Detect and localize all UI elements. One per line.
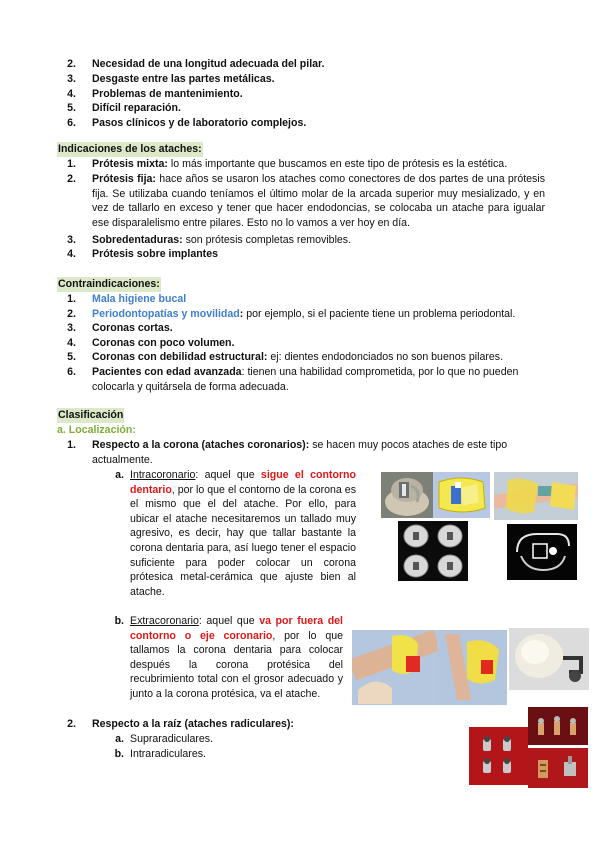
- contraindicacion-highlight: Periodontopatías y movilidad: [92, 308, 240, 320]
- extracoronary-photo: [509, 628, 589, 690]
- list-number: 2.: [67, 308, 76, 320]
- list-letter: a.: [115, 469, 124, 481]
- extracoronario-text-2: , por lo que tallamos la corona dentaria para colocar después la corona protésica del recubrimiento total con el grosor adecuado y junto a la corona protésica, va el atache.: [130, 629, 343, 700]
- radicular-photo-2: [528, 707, 588, 745]
- contraindicacion-title: :: [239, 308, 244, 320]
- intracoronary-xray: [507, 524, 577, 580]
- list-number: 5.: [67, 102, 76, 114]
- coronarios-title: Respecto a la corona (ataches coronarios):: [92, 439, 310, 451]
- contraindicacion-highlight: Mala higiene bucal: [92, 293, 187, 305]
- intracoronario-text-1: : aquel que: [195, 469, 261, 481]
- indicacion-text: son prótesis completas removibles.: [182, 234, 352, 246]
- intracoronary-sections: [398, 521, 468, 581]
- list-number: 1.: [67, 293, 76, 305]
- contraindicacion-title: Coronas con poco volumen.: [92, 337, 235, 349]
- list-number: 4.: [67, 337, 76, 349]
- list-number: 3.: [67, 73, 76, 85]
- list-item-text: Necesidad de una longitud adecuada del pilar.: [92, 58, 325, 70]
- intracoronario-label: Intracoronario: [130, 469, 196, 481]
- contraindicacion-item: [92, 321, 545, 336]
- list-number: 4.: [67, 88, 76, 100]
- indicacion-item: [92, 157, 545, 172]
- list-number: 1.: [67, 439, 76, 451]
- indicacion-item: [92, 247, 545, 262]
- list-number: 3.: [67, 322, 76, 334]
- contraindicacion-title: Coronas con debilidad estructural:: [92, 351, 268, 363]
- contraindicacion-title: Pacientes con edad avanzada: [92, 366, 242, 378]
- list-number: 2.: [67, 58, 76, 70]
- list-number: 2.: [67, 718, 76, 730]
- list-item-text: Pasos clínicos y de laboratorio complejos.: [92, 117, 307, 129]
- contraindicacion-item: [92, 336, 545, 351]
- intraradiculares-item: Intraradiculares.: [130, 748, 206, 760]
- indicacion-text: hace años se usaron los ataches como conectores de dos partes de una prótesis fija. Se utilizaba cuando teníamos el último molar de la arcada superior muy mesializado, y en vez de tallarlo en exceso y tener que hacer endodoncias, se colocaba un atache para igualar ese disparalelismo entre pilares. Esto no lo vamos a ver hoy en día.: [92, 173, 545, 229]
- coronarios-item: [92, 438, 532, 467]
- contraindicacion-text: ej: dientes endodonciados no son buenos pilares.: [267, 351, 504, 363]
- list-number: 6.: [67, 117, 76, 129]
- radicular-photo-3: [528, 748, 588, 788]
- contraindicacion-item: [92, 307, 545, 322]
- extracoronario-text-1: : aquel que: [198, 615, 260, 627]
- radicular-photo-1: [469, 727, 528, 785]
- indicacion-item: [92, 172, 545, 230]
- extracoronario-item: [130, 614, 343, 702]
- contraindicacion-text: : tienen una habilidad comprometida, por lo que no pueden colocarla y quitársela de forma adecuada.: [92, 366, 519, 393]
- contraindicacion-text: por ejemplo, si el paciente tiene un problema periodontal.: [243, 308, 516, 320]
- supraradiculares-item: Supraradiculares.: [130, 733, 214, 745]
- coronarios-text: se hacen muy pocos ataches de este tipo actualmente.: [92, 439, 508, 466]
- indicaciones-heading: Indicaciones de los ataches:: [58, 143, 202, 155]
- indicacion-text: lo más importante que buscamos en este tipo de prótesis es la estética.: [167, 158, 508, 170]
- intracoronary-illustration: [433, 472, 490, 518]
- extracoronary-illustration-2: [437, 630, 507, 705]
- contraindicacion-item: [92, 365, 545, 394]
- list-number: 4.: [67, 248, 76, 260]
- indicacion-item: [92, 233, 545, 248]
- contraindicacion-item: [92, 292, 545, 307]
- list-number: 6.: [67, 366, 76, 378]
- indicacion-title: Prótesis mixta:: [92, 158, 168, 170]
- indicacion-title: Sobredentaduras:: [92, 234, 183, 246]
- list-item-text: Difícil reparación.: [92, 102, 181, 114]
- list-number: 5.: [67, 351, 76, 363]
- list-letter: a.: [115, 733, 124, 745]
- indicacion-title: Prótesis fija:: [92, 173, 156, 185]
- list-number: 2.: [67, 173, 76, 185]
- localizacion-subheading: a. Localización:: [57, 424, 136, 436]
- extracoronary-illustration-1: [352, 630, 437, 705]
- extracoronario-label: Extracoronario: [130, 615, 199, 627]
- intracoronary-bridge-illustration: [494, 472, 578, 520]
- intracoronario-text-2: , por lo que el contorno de la corona es el mismo que el del atache. Por ello, para ubicar el atache necesitaremos un tallado muy agresivo, es decir, hay que tallar bastante la corona dentaria para, así luego tener el espacio suficiente para poder colocar un corona prótesica metal-cerámica que ajuste bien al atache.: [130, 483, 356, 598]
- clasificacion-heading: Clasificación: [58, 409, 124, 421]
- contraindicacion-item: [92, 350, 545, 365]
- intracoronary-photo: [381, 472, 433, 518]
- radiculares-title: Respecto a la raíz (ataches radiculares):: [92, 718, 294, 730]
- intracoronario-item: [130, 468, 356, 599]
- list-letter: b.: [114, 748, 124, 760]
- list-number: 1.: [67, 158, 76, 170]
- contraindicaciones-heading: Contraindicaciones:: [58, 278, 160, 290]
- intracoronario-emphasis: sigue el contorno dentario: [130, 469, 356, 496]
- indicacion-title: Prótesis sobre implantes: [92, 248, 218, 260]
- contraindicacion-title: Coronas cortas.: [92, 322, 173, 334]
- list-item-text: Problemas de mantenimiento.: [92, 88, 243, 100]
- list-item-text: Desgaste entre las partes metálicas.: [92, 73, 275, 85]
- list-letter: b.: [114, 615, 124, 627]
- list-number: 3.: [67, 234, 76, 246]
- extracoronario-emphasis: va por fuera del contorno o eje coronario: [130, 615, 343, 642]
